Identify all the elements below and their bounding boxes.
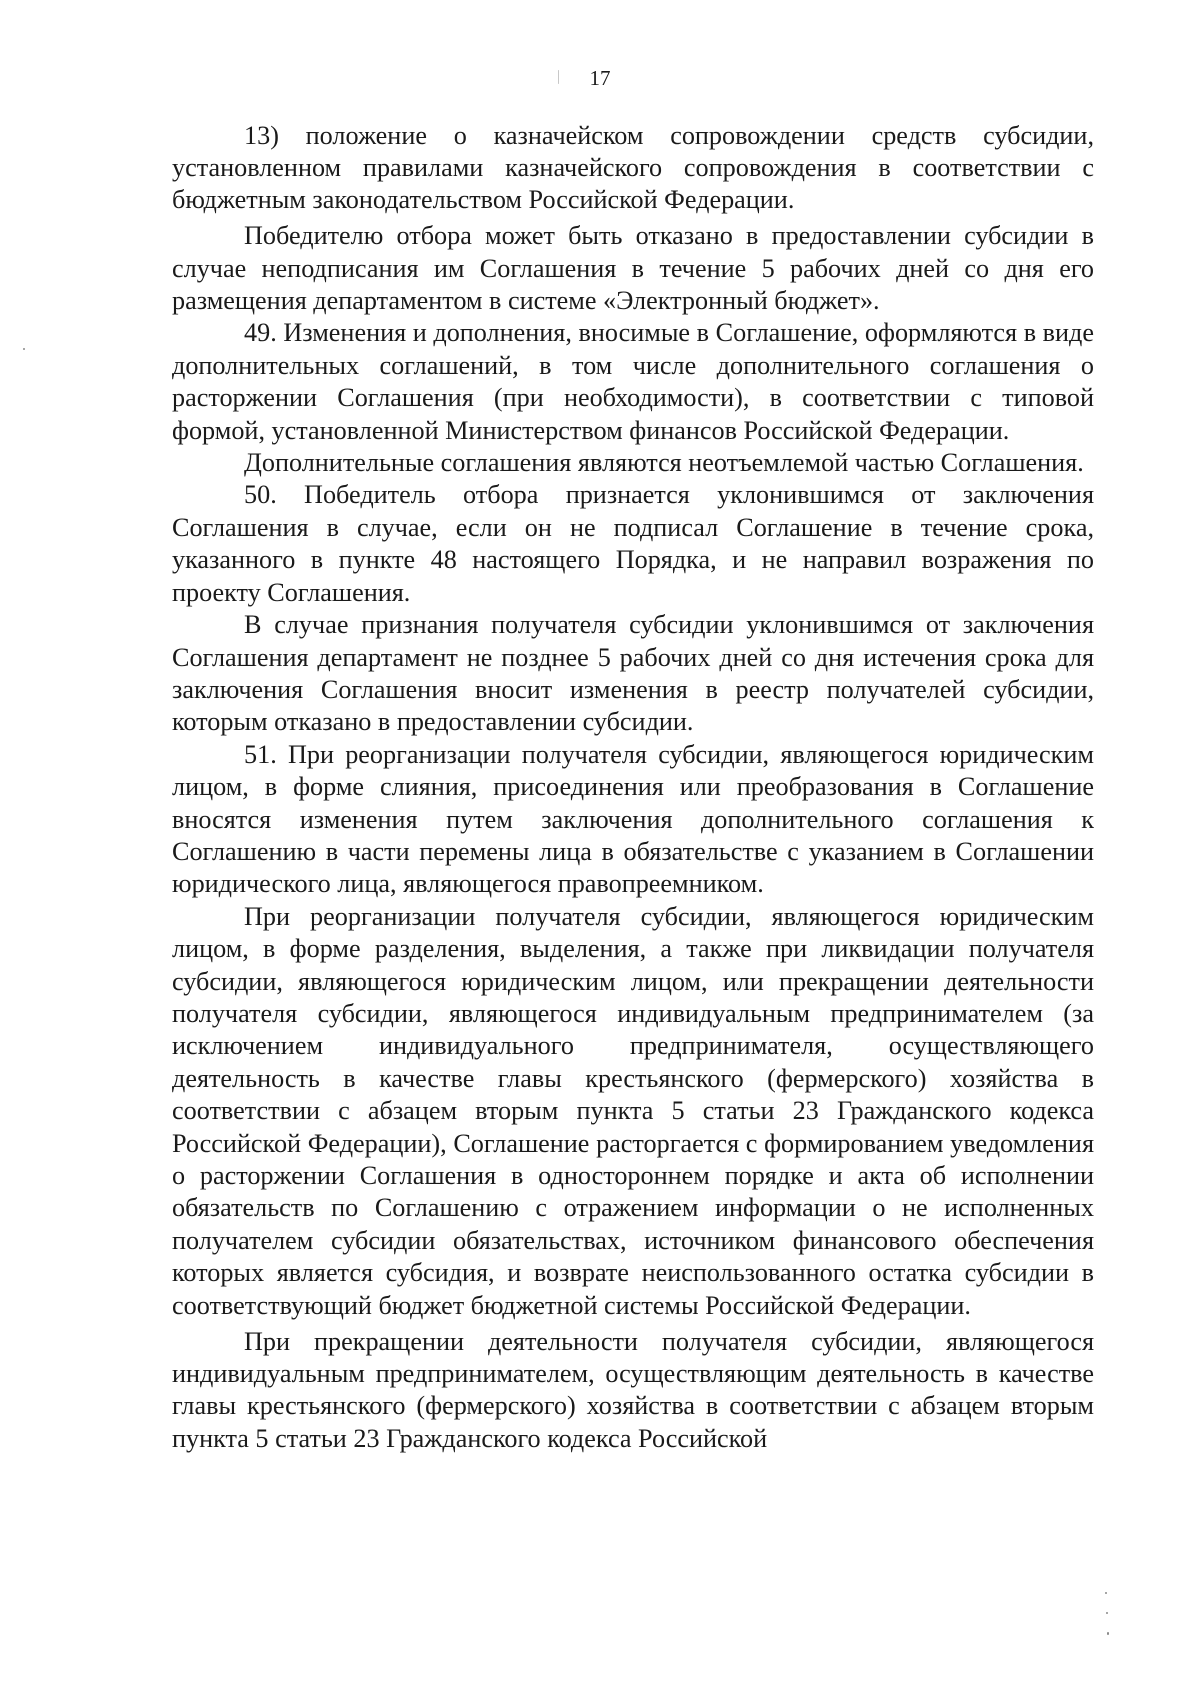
paragraph-refusal-to-winner: Победителю отбора может быть отказано в предоставлении субсидии в случае неподписания им Соглашения в течение 5 рабочих дней со дня его размещения департаментом в системе «Электронный бюджет».	[172, 221, 1094, 316]
scan-speck	[23, 348, 25, 350]
paragraph-additional-agreements: Дополнительные соглашения являются неотъемлемой частью Соглашения.	[244, 448, 1084, 478]
paragraph-clause-50: 50. Победитель отбора признается уклонившимся от заключения Соглашения в случае, если он не подписал Соглашение в течение срока, указанного в пункте 48 настоящего Порядка, и не направил возражения по проекту Соглашения.	[172, 480, 1094, 607]
paragraph-reorganization-termination: При реорганизации получателя субсидии, являющегося юридическим лицом, в форме разделения, выделения, а также при ликвидации получателя субсидии, являющегося юридическим лицом, или прекращении деятельности получателя субсидии, являющегося индивидуальным предпринимателем (за исключением индивидуального предпринимателя, осуществляющего деятельность в качестве главы крестьянского (фермерского) хозяйства в соответствии с абзацем вторым пункта 5 статьи 23 Гражданского кодекса Российской Федерации), Соглашение расторгается с формированием уведомления о расторжении Соглашения в одностороннем порядке и акта об исполнении обязательств по Соглашению с отражением информации о не исполненных получателем субсидии обязательствах, источником финансового обеспечения которых является субсидия, и возврате неиспользованного остатка субсидии в соответствующий бюджет бюджетной системы Российской Федерации.	[172, 901, 1094, 1320]
scan-speck	[1106, 1612, 1108, 1614]
scan-speck	[1105, 1592, 1107, 1594]
paragraph-farm-head-termination: При прекращении деятельности получателя субсидии, являющегося индивидуальным предпринимателем, осуществляющим деятельность в качестве главы крестьянского (фермерского) хозяйства в соответствии с абзацем вторым пункта 5 статьи 23 Гражданского кодекса Российской	[172, 1326, 1094, 1453]
paragraph-clause-51: 51. При реорганизации получателя субсидии, являющегося юридическим лицом, в форме слияния, присоединения или преобразования в Соглашение вносятся изменения путем заключения дополнительного соглашения к Соглашению в части перемены лица в обязательстве с указанием в Соглашении юридического лица, являющегося правопреемником.	[172, 739, 1094, 899]
paragraph-clause-49: 49. Изменения и дополнения, вносимые в Соглашение, оформляются в виде дополнительных соглашений, в том числе дополнительного соглашения о расторжении Соглашения (при необходимости), в соответствии с типовой формой, установленной Министерством финансов Российской Федерации.	[172, 318, 1094, 445]
scan-speck	[1107, 1632, 1109, 1635]
document-body	[172, 116, 1094, 1455]
page-number: 17	[589, 66, 611, 90]
scan-speck	[558, 70, 559, 84]
paragraph-item-13: 13) положение о казначейском сопровождении средств субсидии, установленном правилами казначейского сопровождения в соответствии с бюджетным законодательством Российской Федерации.	[172, 120, 1094, 215]
paragraph-evasion-registry: В случае признания получателя субсидии уклонившимся от заключения Соглашения департамент не позднее 5 рабочих дней со дня истечения срока для заключения Соглашения вносит изменения в реестр получателей субсидии, которым отказано в предоставлении субсидии.	[172, 610, 1094, 737]
